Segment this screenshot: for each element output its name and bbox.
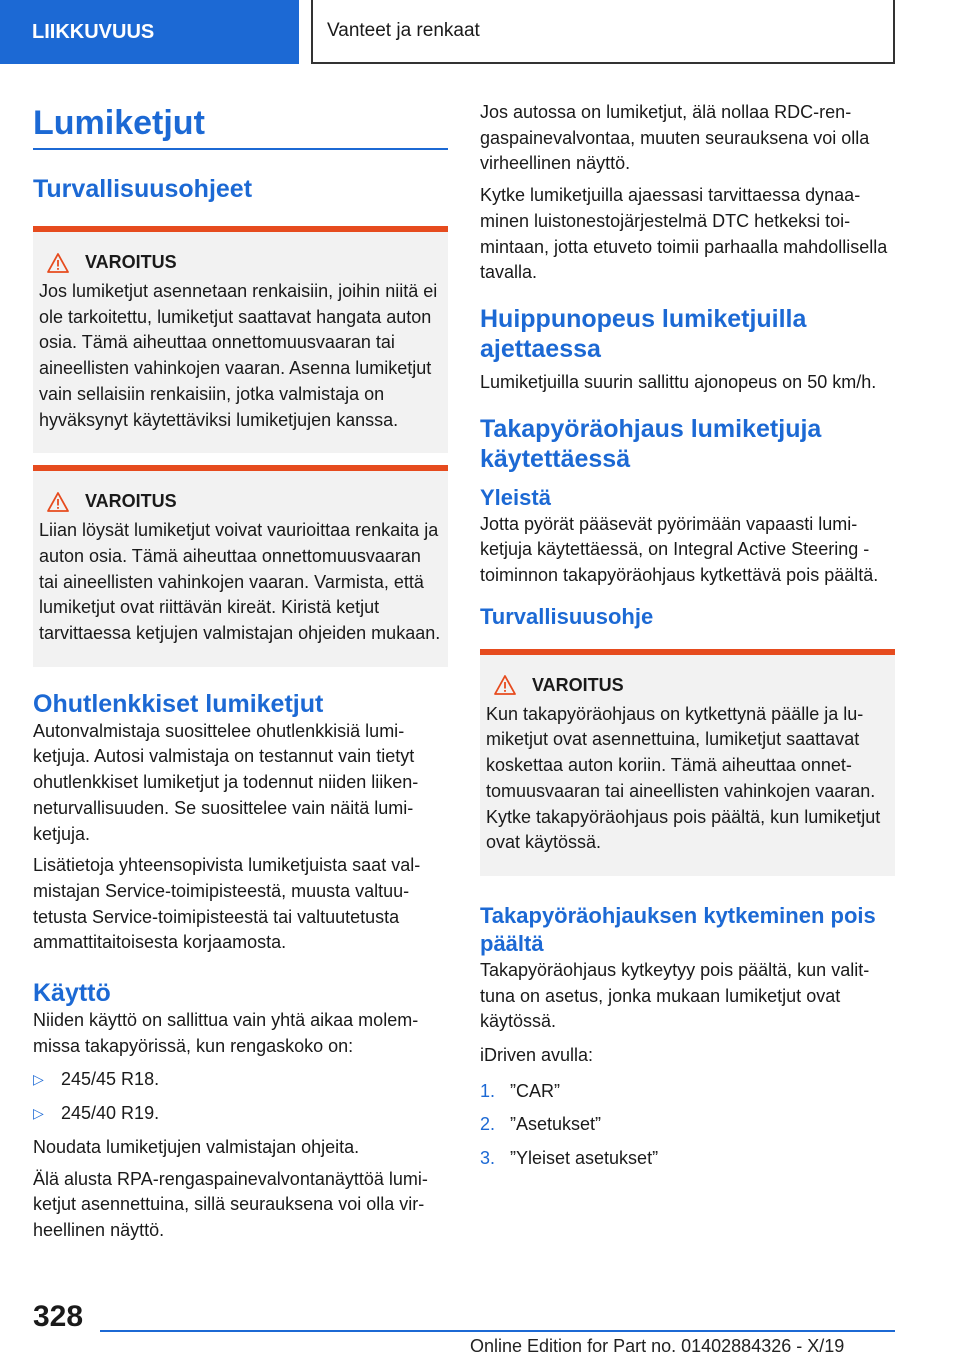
safety-heading: Turvallisuusohjeet [33, 175, 253, 203]
step-number: 1. [480, 1080, 496, 1101]
paragraph: iDriven avulla: [480, 1045, 594, 1066]
warning-text: Jos lumiketjut asennetaan renkaisiin, joihin niitä ei ole tarkoitettu, lumiketjut saattavat hangata auton osia. Tämä aiheuttaa onnettomuusvaaran tai aineellisten vahinkojen vaaran. Asenna lumiketjut vain sellaisiin renkaisiin, jotka valmistaja on hyväksynyt käytettäviksi lumiketjujen kanssa. [39, 281, 438, 430]
max-speed-heading: Huippunopeus lumiketjuilla ajettaessa [480, 304, 807, 363]
warning-header [39, 491, 442, 512]
fine-chains-heading: Ohutlenkkiset lumiketjut [33, 689, 324, 718]
list-item [33, 1101, 448, 1127]
bullet-icon: ▷ [33, 1105, 44, 1122]
paragraph: Noudata lumiketjujen valmistajan ohjeita. [33, 1136, 360, 1157]
warning-triangle-icon [47, 253, 69, 273]
footer-divider [100, 1330, 895, 1332]
warning-box-1 [33, 226, 448, 453]
edition-note: Online Edition for Part no. 01402884326 - X/19 [470, 1336, 845, 1356]
warning-header [39, 252, 442, 273]
left-column [33, 100, 448, 1244]
steps-list [480, 1079, 895, 1172]
rear-steering-heading: Takapyöräohjaus lumiketjuja käytettäessä [480, 414, 822, 473]
paragraph: Kytke lumiketjuilla ajaessasi tarvittaessa dynaaminen luistonestojärjestelmä DTC hetkeksi toimintaan, jotta etuveto toimii parhaalla mahdollisella tavalla. [480, 185, 888, 283]
step-number: 2. [480, 1114, 496, 1135]
section-tab: LIIKKUVUUS [0, 0, 299, 64]
paragraph: Lumiketjuilla suurin sallittu ajonopeus on 50 km/h. [480, 371, 877, 392]
paragraph: Jotta pyörät pääsevät pyörimään vapaasti lumiketjuja käytettäessä, on Integral Active Steering -toiminnon takapyöräohjaus kytkettävä pois päältä. [480, 513, 879, 586]
step-text: ”Asetukset” [510, 1114, 602, 1135]
switch-off-heading: Takapyöräohjauksen kytkeminen pois päältä [480, 902, 876, 956]
list-item-text: 245/40 R19. [61, 1103, 160, 1124]
page-title: Lumiketjut [33, 100, 448, 150]
general-heading: Yleistä [480, 484, 551, 510]
warning-header [486, 675, 889, 696]
warning-triangle-icon [494, 675, 516, 695]
use-heading: Käyttö [33, 979, 111, 1008]
list-item-text: 245/45 R18. [61, 1069, 160, 1090]
page-number: 328 [33, 1300, 84, 1333]
paragraph: Lisätietoja yhteensopivista lumiketjuista saat valmistajan Service-toimipisteestä, muusta valtuutetusta Service-toimipisteestä tai valtuutetusta ammattitaitoisesta korjaamosta. [33, 855, 421, 953]
warning-label: VAROITUS [85, 252, 177, 272]
step-text: ”Yleiset asetukset” [510, 1148, 659, 1169]
warning-text: Kun takapyöräohjaus on kytkettynä päälle ja lumiketjut ovat asennettuina, lumiketjut saattavat koskettaa auton koriin. Tämä aiheuttaa onnettomuusvaaran tai aineellisten vahinkojen vaaran. Kytke takapyöräohjaus pois päältä, kun lumiketjut ovat käytössä. [486, 703, 881, 853]
warning-label: VAROITUS [532, 674, 624, 695]
warning-text: Liian löysät lumiketjut voivat vaurioittaa renkaita ja auton osia. Tämä aiheuttaa onnettomuusvaaran tai aineellisten vahinkojen vaaran. Varmista, että lumiketjut ovat riittävän kireät. Kiristä ketjut tarvittaessa ketjujen valmistajan ohjeiden mukaan. [39, 520, 441, 644]
paragraph: Takapyöräohjaus kytkeytyy pois päältä, kun valittuna on asetus, jonka mukaan lumiketjut ovat käytössä. [480, 959, 870, 1032]
paragraph: Niiden käyttö on sallittua vain yhtä aikaa molemmissa takapyörissä, kun rengaskoko on: [33, 1010, 419, 1056]
paragraph: Älä alusta RPA-rengaspainevalvontanäyttöä lumiketjut asennettuina, sillä seurauksena voi olla virheellinen näyttö. [33, 1168, 428, 1240]
warning-label: VAROITUS [85, 491, 177, 512]
warning-box-3 [480, 649, 895, 876]
safety-note-heading: Turvallisuusohje [480, 603, 654, 629]
step-text: ”CAR” [510, 1080, 560, 1101]
paragraph: Jos autossa on lumiketjut, älä nollaa RDC-rengaspainevalvontaa, muuten seurauksena voi olla virheellinen näyttö. [480, 102, 870, 174]
tire-size-list [33, 1067, 448, 1126]
bullet-icon: ▷ [33, 1071, 44, 1088]
step-number: 3. [480, 1148, 496, 1169]
list-item [480, 1146, 895, 1172]
chapter-title: Vanteet ja renkaat [311, 0, 895, 64]
list-item [33, 1067, 448, 1093]
right-column [480, 100, 895, 1180]
warning-box-2 [33, 465, 448, 667]
warning-triangle-icon [47, 492, 69, 512]
list-item [480, 1112, 895, 1138]
paragraph: Autonvalmistaja suosittelee ohutlenkkisiä lumiketjuja. Autosi valmistaja on testannut vain tietyt ohutlenkkiset lumiketjut ja todennut niiden liikenneturvallisuuden. Se suosittelee vain näitä lumiketjuja. [33, 720, 419, 844]
list-item [480, 1079, 895, 1105]
